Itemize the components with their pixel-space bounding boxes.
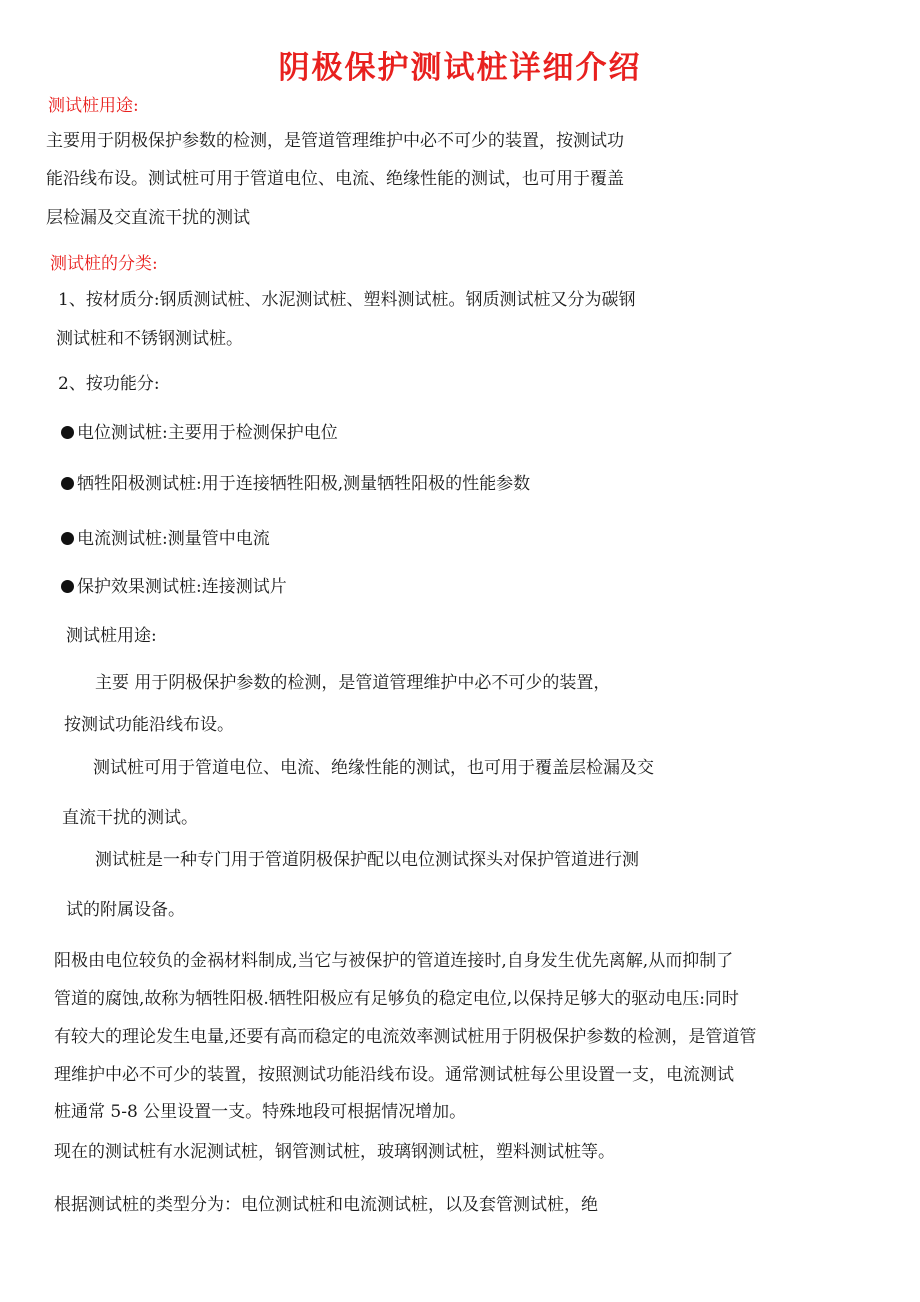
bullet-item xyxy=(61,527,270,551)
bullet-dot-icon xyxy=(61,426,74,439)
text-line: 有较大的理论发生电量,还要有高而稳定的电流效率测试桩用于阴极保护参数的检测，是管道管 xyxy=(54,1027,757,1047)
section-heading-usage: 测试桩用途: xyxy=(48,96,139,116)
text-line: 管道的腐蚀,故称为牺牲阳极.牺牲阳极应有足够负的稳定电位,以保持足够大的驱动电压:同时 xyxy=(54,989,739,1009)
bullet-dot-icon xyxy=(61,580,74,593)
text-line: 测试桩和不锈钢测试桩。 xyxy=(56,329,243,349)
text-line: 1、按材质分:钢质测试桩、水泥测试桩、塑料测试桩。钢质测试桩又分为碳钢 xyxy=(58,290,636,310)
bullet-text: 保护效果测试桩:连接测试片 xyxy=(77,577,287,597)
bullet-text: 牺牲阳极测试桩:用于连接牺牲阳极,测量牺牲阳极的性能参数 xyxy=(77,474,531,494)
text-line: 按测试功能沿线布设。 xyxy=(64,715,234,735)
bullet-text: 电位测试桩:主要用于检测保护电位 xyxy=(77,423,338,443)
text-line: 测试桩是一种专门用于管道阴极保护配以电位测试探头对保护管道进行测 xyxy=(95,850,639,870)
text-line: 阳极由电位较负的金祸材料制成,当它与被保护的管道连接时,自身发生优先离解,从而抑制了 xyxy=(54,951,734,971)
text-line: 层检漏及交直流干扰的测试 xyxy=(46,208,250,228)
text-line: 能沿线布设。测试桩可用于管道电位、电流、绝缘性能的测试，也可用于覆盖 xyxy=(46,169,624,189)
usage-heading: 测试桩用途: xyxy=(66,626,157,646)
text-line: 试的附属设备。 xyxy=(66,900,185,920)
text-line: 直流干扰的测试。 xyxy=(62,808,198,828)
text-line: 理维护中必不可少的装置，按照测试功能沿线布设。通常测试桩每公里设置一支，电流测试 xyxy=(54,1065,734,1085)
bullet-item xyxy=(61,421,338,445)
bullet-dot-icon xyxy=(61,477,74,490)
text-line: 根据测试桩的类型分为：电位测试桩和电流测试桩，以及套管测试桩，绝 xyxy=(54,1195,598,1215)
text-line: 主要 用于阴极保护参数的检测，是管道管理维护中必不可少的装置， xyxy=(95,673,611,693)
bullet-item xyxy=(61,575,287,599)
bullet-dot-icon xyxy=(61,532,74,545)
bullet-item xyxy=(61,472,530,496)
page-title: 阴极保护测试桩详细介绍 xyxy=(278,50,642,86)
text-line: 2、按功能分: xyxy=(58,374,160,394)
section-heading-classification: 测试桩的分类: xyxy=(50,254,158,274)
text-line: 现在的测试桩有水泥测试桩，钢管测试桩，玻璃钢测试桩，塑料测试桩等。 xyxy=(54,1142,615,1162)
bullet-text: 电流测试桩:测量管中电流 xyxy=(77,529,270,549)
text-line: 桩通常 5-8 公里设置一支。特殊地段可根据情况增加。 xyxy=(54,1102,467,1122)
text-line: 主要用于阴极保护参数的检测，是管道管理维护中必不可少的装置，按测试功 xyxy=(46,131,624,151)
text-line: 测试桩可用于管道电位、电流、绝缘性能的测试，也可用于覆盖层检漏及交 xyxy=(93,758,654,778)
